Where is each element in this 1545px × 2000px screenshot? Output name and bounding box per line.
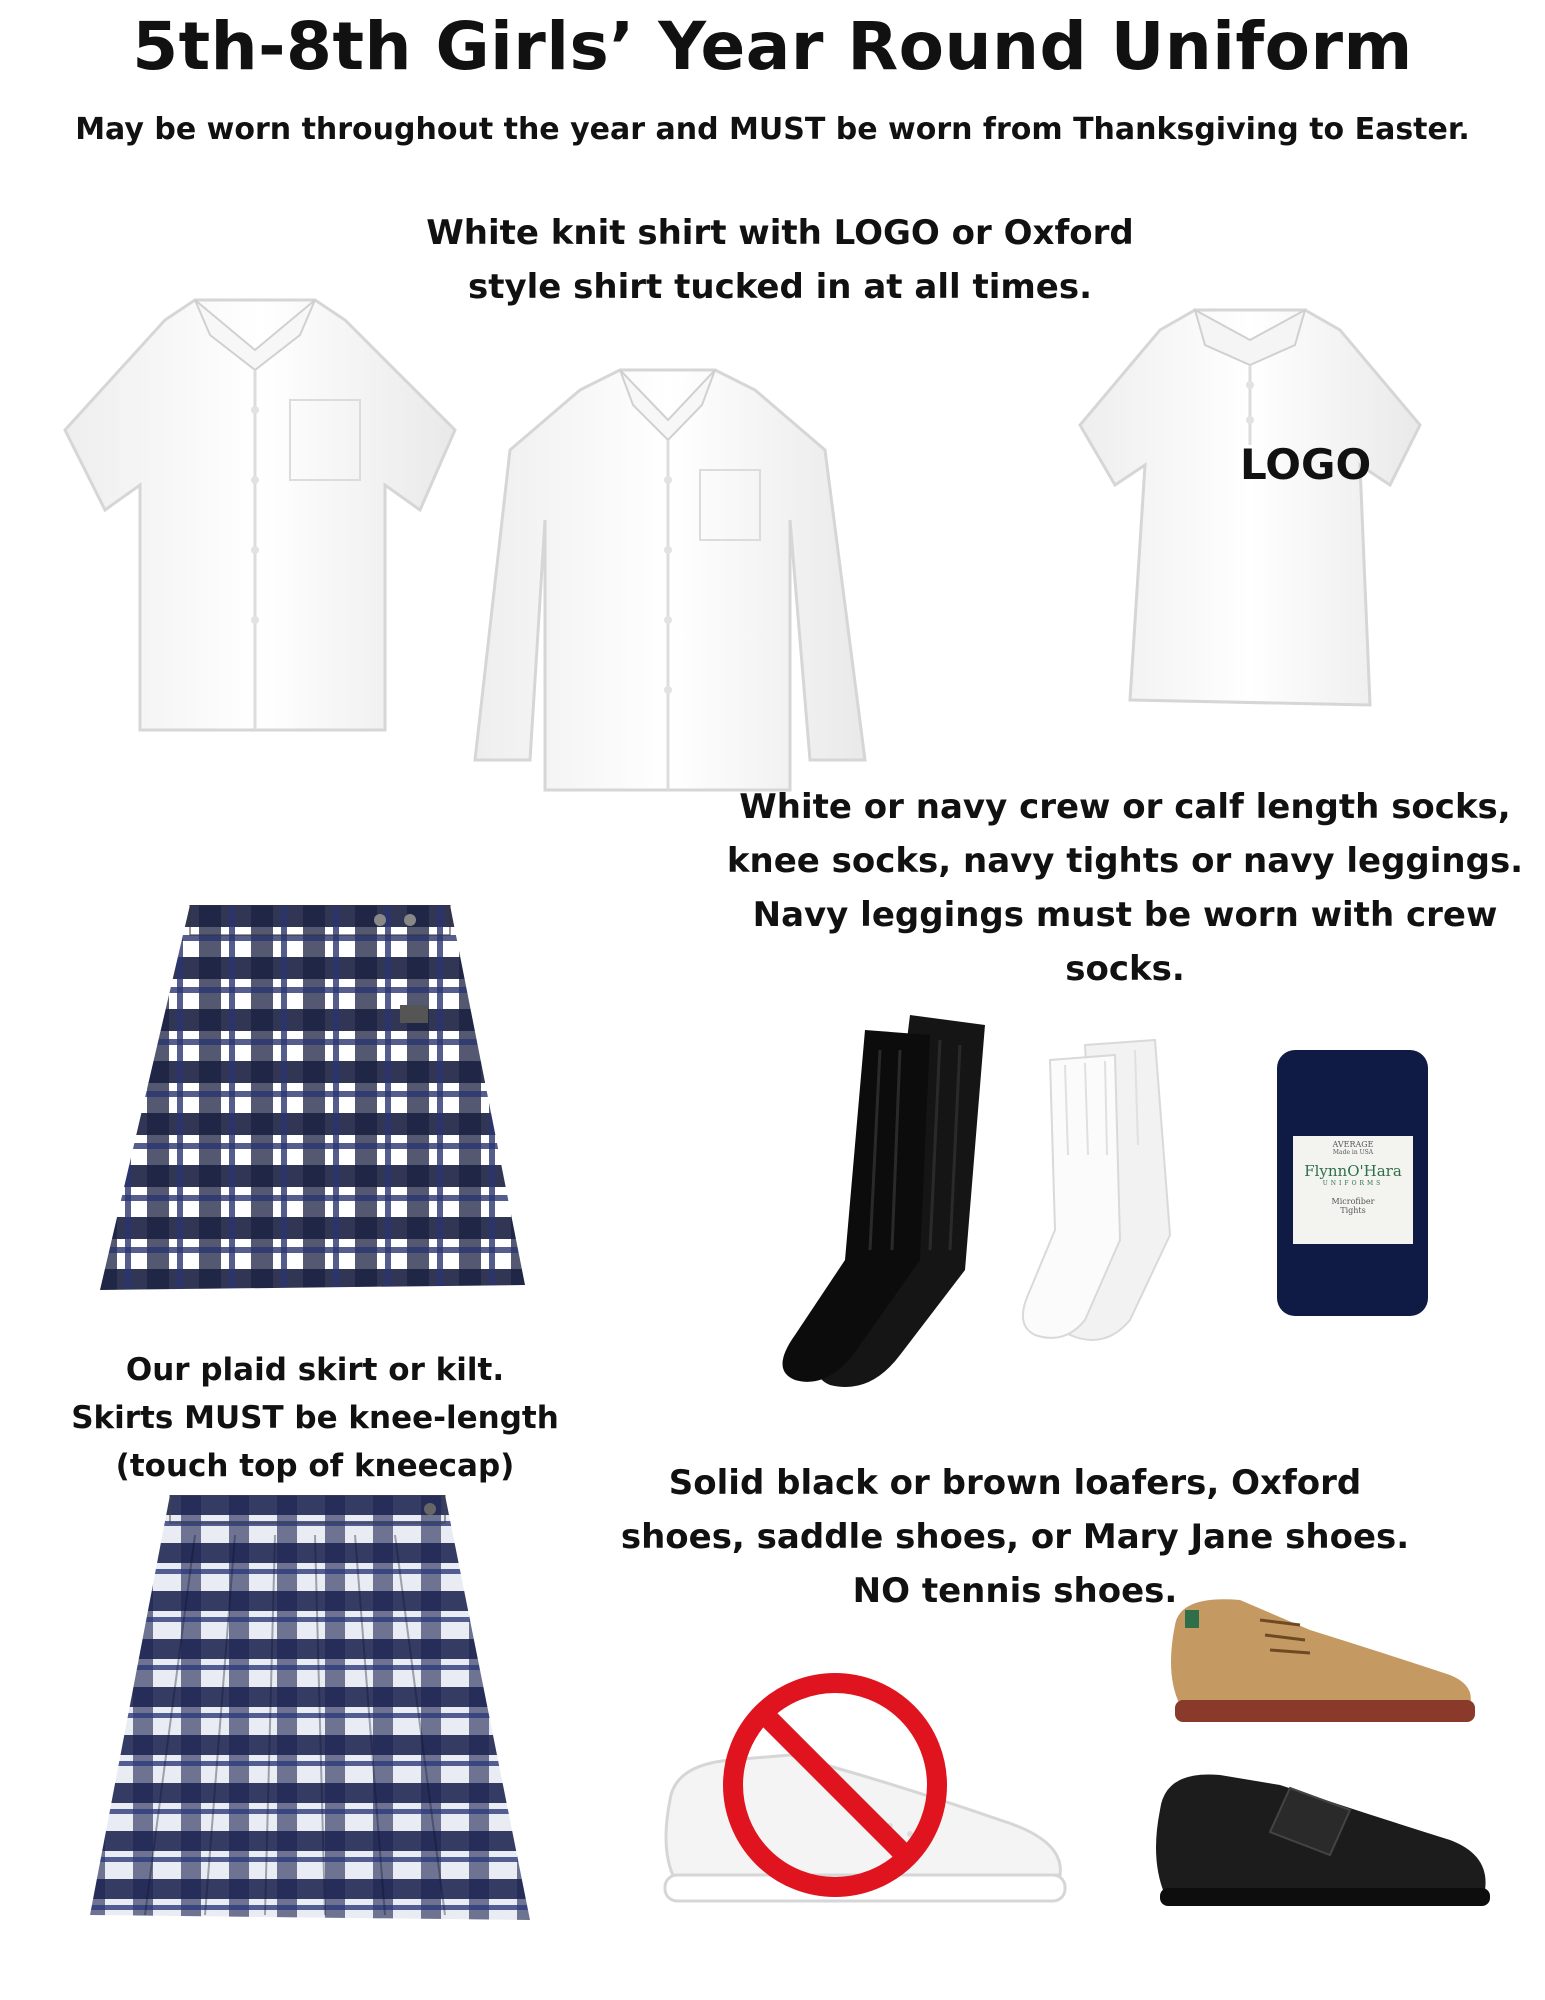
knit-polo-shirt-image	[1070, 295, 1430, 715]
socks-caption	[715, 780, 1535, 996]
tights-brand-sub-label: UNIFORMS	[1322, 1180, 1384, 1187]
socks-caption-line: Navy leggings must be worn with crew	[752, 895, 1498, 935]
page-title: 5th-8th Girls’ Year Round Uniform	[132, 8, 1413, 85]
skirt-caption-line: Skirts MUST be knee-length	[71, 1400, 559, 1436]
socks-caption-line: White or navy crew or calf length socks,	[739, 787, 1511, 827]
white-crew-socks-image	[1010, 1035, 1210, 1355]
shirts-caption-line: White knit shirt with LOGO or Oxford	[426, 213, 1134, 253]
shoes-caption-line: NO tennis shoes.	[852, 1571, 1178, 1611]
logo-label: LOGO	[1240, 440, 1372, 489]
shirts-caption	[370, 206, 1190, 314]
black-mary-jane-shoe-image	[1150, 1760, 1495, 1915]
skirt-caption	[40, 1346, 590, 1490]
skirt-caption-line: Our plaid skirt or kilt.	[125, 1352, 505, 1388]
shirts-caption-line: style shirt tucked in at all times.	[467, 267, 1093, 307]
tights-product-label: Tights	[1340, 1206, 1366, 1215]
tan-oxford-shoe-image	[1160, 1585, 1480, 1730]
plaid-pleated-skirt-image	[85, 1495, 535, 1930]
tights-product-label: Microfiber	[1331, 1197, 1375, 1206]
skirt-caption-line: (touch top of kneecap)	[115, 1448, 515, 1484]
no-symbol-icon	[715, 1665, 955, 1905]
tights-made-label: Made in USA	[1332, 1149, 1374, 1156]
navy-knee-socks-image	[760, 1010, 1000, 1400]
long-sleeve-oxford-shirt-image	[470, 360, 870, 800]
socks-caption-line: socks.	[1065, 949, 1185, 989]
socks-caption-line: knee socks, navy tights or navy leggings.	[726, 841, 1524, 881]
tights-brand-label: FlynnO'Hara	[1304, 1162, 1402, 1180]
shoes-caption-line: shoes, saddle shoes, or Mary Jane shoes.	[620, 1517, 1410, 1557]
tights-size-label: AVERAGE	[1332, 1140, 1374, 1149]
navy-tights-package-image	[1275, 1048, 1430, 1318]
page-subtitle: May be worn throughout the year and MUST be worn from Thanksgiving to Easter.	[75, 112, 1470, 147]
plaid-kilt-image	[95, 905, 535, 1325]
shoes-caption-line: Solid black or brown loafers, Oxford	[668, 1463, 1362, 1503]
short-sleeve-oxford-shirt-image	[45, 280, 465, 740]
